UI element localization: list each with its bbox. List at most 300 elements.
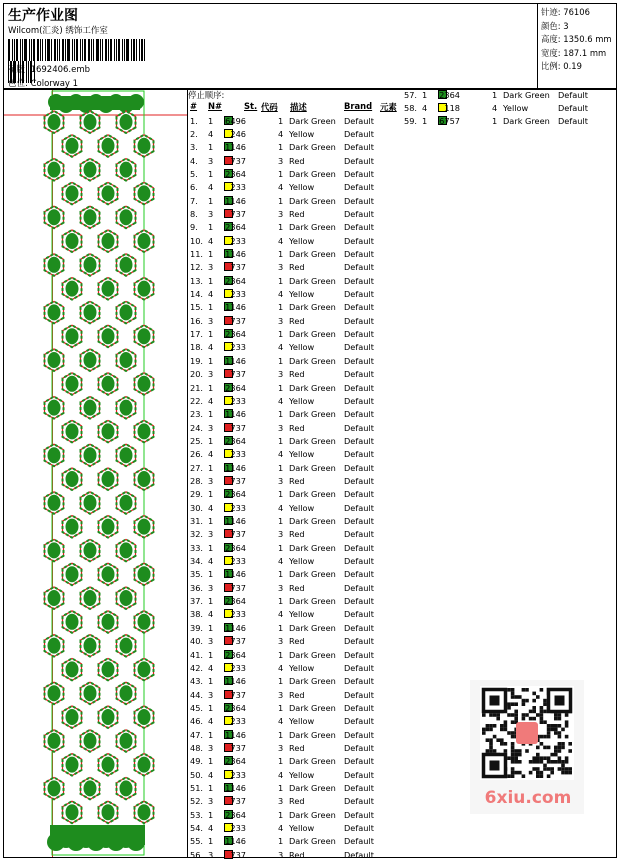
stop-stitch-number: 4 <box>278 182 284 193</box>
stop-index: 18. <box>190 342 204 353</box>
qr-module <box>554 713 558 717</box>
stop-code: 233 <box>230 395 246 406</box>
stop-row <box>188 288 398 301</box>
stop-code: 737 <box>230 475 246 486</box>
stop-code: 737 <box>230 636 246 647</box>
stop-code: 6757 <box>439 116 460 127</box>
stop-description: Dark Green <box>289 676 336 687</box>
qr-module <box>496 738 500 742</box>
qr-code-image <box>480 686 574 780</box>
stop-index: 30. <box>190 502 204 513</box>
qr-module <box>511 688 515 692</box>
stop-index: 42. <box>190 662 204 673</box>
barcode-bar <box>16 39 18 61</box>
leaf-motif <box>48 257 61 273</box>
stop-code: 233 <box>230 182 246 193</box>
leaf-motif <box>48 400 61 416</box>
qr-module <box>536 756 540 760</box>
stop-row <box>188 622 398 635</box>
stop-needle: 4 <box>208 823 214 834</box>
header-divider <box>537 4 538 88</box>
stop-row <box>188 515 398 528</box>
qr-module <box>558 717 562 721</box>
stop-description: Yellow <box>289 502 315 513</box>
qr-module <box>511 731 515 735</box>
stop-brand: Default <box>344 636 374 647</box>
stop-row <box>188 582 398 595</box>
qr-logo <box>516 722 538 744</box>
stop-code: 1146 <box>225 569 246 580</box>
leaf-motif <box>138 138 151 154</box>
qr-module <box>500 742 504 746</box>
stop-index: 34. <box>190 556 204 567</box>
stop-brand: Default <box>344 382 374 393</box>
stop-brand: Default <box>344 155 374 166</box>
stop-description: Dark Green <box>289 462 336 473</box>
stop-row <box>188 475 398 488</box>
qr-module <box>525 688 529 692</box>
qr-module <box>550 753 554 757</box>
leaf-motif <box>48 114 61 130</box>
stop-brand: Default <box>344 315 374 326</box>
stop-stitch-number: 1 <box>278 168 284 179</box>
stop-needle: 1 <box>208 302 214 313</box>
qr-module <box>482 728 486 732</box>
stop-code: 737 <box>230 422 246 433</box>
stop-index: 5. <box>190 168 198 179</box>
barcode-bar <box>57 39 58 61</box>
header-panel <box>3 3 617 89</box>
qr-module <box>514 771 518 775</box>
qr-module <box>565 771 569 775</box>
stop-index: 23. <box>190 409 204 420</box>
stop-brand: Default <box>344 369 374 380</box>
stop-needle: 1 <box>208 836 214 847</box>
leaf-motif <box>120 638 133 654</box>
stop-stitch-number: 1 <box>278 676 284 687</box>
page-title: 生产作业图 <box>8 8 78 24</box>
stop-description: Dark Green <box>289 168 336 179</box>
leaf-motif <box>66 614 79 630</box>
qr-module <box>554 717 558 721</box>
stop-code: 2364 <box>225 756 246 767</box>
stop-code: 233 <box>230 823 246 834</box>
qr-module <box>543 756 547 760</box>
stop-brand: Default <box>344 689 374 700</box>
barcode-bar <box>80 39 81 61</box>
stop-brand: Default <box>344 422 374 433</box>
qr-module <box>532 710 536 714</box>
stop-row <box>188 782 398 795</box>
leaf-motif <box>102 233 115 249</box>
stop-index: 59. <box>404 116 418 127</box>
stop-code: 233 <box>230 716 246 727</box>
col-needle-header: N# <box>208 101 223 111</box>
qr-module <box>540 774 544 778</box>
stop-needle: 4 <box>208 395 214 406</box>
qr-module <box>514 713 518 717</box>
stop-description: Dark Green <box>289 222 336 233</box>
stop-index: 10. <box>190 235 204 246</box>
stop-row <box>188 595 398 608</box>
stop-brand: Default <box>558 116 588 127</box>
stop-description: Dark Green <box>289 115 336 126</box>
stop-row <box>402 89 612 102</box>
stop-code: 1146 <box>225 676 246 687</box>
leaf-motif <box>138 804 151 820</box>
qr-module <box>511 702 515 706</box>
qr-module <box>511 746 515 750</box>
barcode-bar <box>91 39 92 61</box>
qr-module <box>522 699 526 703</box>
qr-module <box>532 756 536 760</box>
stop-stitch-number: 4 <box>278 769 284 780</box>
stop-index: 3. <box>190 142 198 153</box>
stop-code: 2364 <box>225 596 246 607</box>
leaf-motif <box>66 423 79 439</box>
stop-stitch-number: 1 <box>278 596 284 607</box>
leaf-motif <box>48 162 61 178</box>
stop-description: Red <box>289 849 305 860</box>
stop-row <box>188 809 398 822</box>
qr-module <box>540 713 544 717</box>
stop-needle: 4 <box>208 769 214 780</box>
qr-module <box>550 771 554 775</box>
stop-row <box>188 608 398 621</box>
barcode-bar <box>118 39 120 61</box>
stop-code: 2364 <box>225 222 246 233</box>
leaf-motif <box>48 542 61 558</box>
barcode-bar <box>126 39 129 61</box>
stop-description: Red <box>289 422 305 433</box>
qr-module <box>565 760 569 764</box>
stop-brand: Default <box>344 502 374 513</box>
qr-module <box>489 746 493 750</box>
stop-description: Dark Green <box>289 702 336 713</box>
qr-module <box>540 710 544 714</box>
qr-module <box>532 699 536 703</box>
stat-scale: 比例: 0.19 <box>541 61 582 71</box>
stop-needle: 3 <box>208 529 214 540</box>
stop-description: Dark Green <box>289 275 336 286</box>
qr-module <box>500 738 504 742</box>
stop-description: Yellow <box>289 342 315 353</box>
qr-module <box>500 728 504 732</box>
qr-module <box>511 767 515 771</box>
stop-needle: 1 <box>208 489 214 500</box>
qr-module <box>507 713 511 717</box>
qr-module <box>543 735 547 739</box>
stop-needle: 3 <box>208 849 214 860</box>
qr-module <box>489 749 493 753</box>
stop-index: 12. <box>190 262 204 273</box>
barcode-bar <box>144 39 145 61</box>
stop-needle: 4 <box>208 182 214 193</box>
stop-description: Dark Green <box>289 542 336 553</box>
stop-stitch-number: 1 <box>492 89 498 100</box>
stop-row <box>188 528 398 541</box>
barcode-bar <box>33 39 35 61</box>
stop-needle: 1 <box>208 329 214 340</box>
qr-module <box>547 724 551 728</box>
leaf-motif <box>102 804 115 820</box>
stop-code: 2364 <box>225 702 246 713</box>
leaf-motif <box>120 495 133 511</box>
stop-index: 6. <box>190 182 198 193</box>
qr-module <box>550 728 554 732</box>
qr-module <box>543 767 547 771</box>
qr-module <box>565 735 569 739</box>
stop-row <box>188 462 398 475</box>
stop-needle: 1 <box>208 435 214 446</box>
barcode-bar <box>96 39 99 61</box>
stop-row <box>188 542 398 555</box>
leaf-motif <box>84 209 97 225</box>
stop-needle: 1 <box>208 702 214 713</box>
stop-brand: Default <box>344 435 374 446</box>
stop-brand: Default <box>344 516 374 526</box>
qr-module <box>540 688 544 692</box>
stop-row <box>188 649 398 662</box>
stop-stitch-number: 3 <box>278 155 284 166</box>
barcode-bar <box>124 39 125 61</box>
col-brand-header: Brand <box>344 101 373 111</box>
stop-stitch-number: 1 <box>278 836 284 847</box>
stop-stitch-number: 4 <box>278 662 284 673</box>
qr-module <box>550 760 554 764</box>
stop-index: 57. <box>404 89 418 100</box>
leaf-motif <box>120 733 133 749</box>
stop-brand: Default <box>344 756 374 767</box>
stop-needle: 3 <box>208 582 214 593</box>
stop-description: Red <box>289 208 305 219</box>
stop-stitch-number: 3 <box>278 315 284 326</box>
stop-code: 737 <box>230 742 246 753</box>
stop-brand: Default <box>344 729 374 740</box>
leaf-motif <box>84 257 97 273</box>
stop-brand: Default <box>344 836 374 847</box>
stop-stitch-number: 1 <box>278 702 284 713</box>
stop-index: 53. <box>190 809 204 820</box>
qr-module <box>529 771 533 775</box>
stop-stitch-number: 1 <box>278 809 284 820</box>
qr-finder-center <box>555 696 565 706</box>
qr-module <box>514 749 518 753</box>
stop-row <box>188 235 398 248</box>
leaf-motif <box>48 590 61 606</box>
bottom-band <box>50 825 145 845</box>
stop-index: 17. <box>190 329 204 340</box>
qr-module <box>532 760 536 764</box>
stop-index: 27. <box>190 462 204 473</box>
stop-brand: Default <box>558 89 588 100</box>
stop-description: Dark Green <box>289 809 336 820</box>
stop-index: 40. <box>190 636 204 647</box>
qr-module <box>558 756 562 760</box>
stop-row <box>188 729 398 742</box>
qr-finder-center <box>490 761 500 771</box>
qr-module <box>507 756 511 760</box>
barcode-bar <box>114 39 115 61</box>
qr-module <box>532 692 536 696</box>
stop-code: 246 <box>230 128 246 139</box>
qr-module <box>493 749 497 753</box>
stop-description: Red <box>289 742 305 753</box>
stop-row <box>188 795 398 808</box>
leaf-motif <box>138 233 151 249</box>
leaf-motif <box>48 733 61 749</box>
stop-code: 233 <box>230 769 246 780</box>
stop-brand: Default <box>344 702 374 713</box>
stop-needle: 3 <box>208 422 214 433</box>
stop-code: 6496 <box>225 115 246 126</box>
qr-module <box>529 760 533 764</box>
leaf-motif <box>48 638 61 654</box>
barcode-bar <box>12 39 13 61</box>
stat-height: 高度: 1350.6 mm <box>541 34 612 44</box>
qr-module <box>540 720 544 724</box>
stop-brand: Default <box>344 395 374 406</box>
qr-module <box>511 749 515 753</box>
stop-index: 19. <box>190 355 204 366</box>
stop-needle: 3 <box>208 315 214 326</box>
stop-code: 737 <box>230 369 246 380</box>
leaf-motif <box>84 590 97 606</box>
stop-index: 55. <box>190 836 204 847</box>
qr-module <box>547 746 551 750</box>
leaf-motif <box>66 709 79 725</box>
leaf-motif <box>120 685 133 701</box>
stop-brand: Default <box>344 329 374 340</box>
qr-module <box>525 749 529 753</box>
stop-row <box>188 208 398 221</box>
stop-stitch-number: 1 <box>278 195 284 206</box>
qr-watermark <box>470 680 584 814</box>
qr-module <box>511 771 515 775</box>
stop-description: Dark Green <box>289 649 336 660</box>
leaf-motif <box>84 400 97 416</box>
qr-module <box>565 713 569 717</box>
qr-module <box>504 720 508 724</box>
stop-stitch-number: 1 <box>278 729 284 740</box>
stop-code: 2364 <box>225 489 246 500</box>
stop-index: 4. <box>190 155 198 166</box>
embroidery-preview <box>4 90 188 857</box>
stop-brand: Default <box>344 449 374 460</box>
qr-module <box>518 753 522 757</box>
stop-row <box>188 742 398 755</box>
leaf-motif <box>66 519 79 535</box>
barcode-bar <box>37 39 39 61</box>
stop-index: 58. <box>404 102 418 113</box>
qr-module <box>554 760 558 764</box>
stop-code: 2364 <box>225 649 246 660</box>
stop-sequence-label: 停止顺序: <box>188 90 225 100</box>
stop-needle: 1 <box>208 195 214 206</box>
stop-index: 54. <box>190 823 204 834</box>
qr-module <box>525 699 529 703</box>
qr-module <box>558 724 562 728</box>
stop-description: Yellow <box>289 823 315 834</box>
leaf-motif <box>102 423 115 439</box>
qr-module <box>561 746 565 750</box>
leaf-motif <box>138 566 151 582</box>
barcode-bar <box>74 39 75 61</box>
stop-code: 737 <box>230 315 246 326</box>
stop-code: 2364 <box>439 89 460 100</box>
qr-module <box>489 728 493 732</box>
stop-brand: Default <box>344 208 374 219</box>
stop-brand: Default <box>558 102 588 113</box>
qr-module <box>493 713 497 717</box>
barcode-bar <box>102 39 103 61</box>
qr-module <box>561 771 565 775</box>
stop-code: 1146 <box>225 729 246 740</box>
qr-module <box>558 735 562 739</box>
qr-module <box>532 767 536 771</box>
stop-index: 11. <box>190 249 204 259</box>
stop-brand: Default <box>344 168 374 179</box>
stop-index: 2. <box>190 128 198 139</box>
stop-description: Red <box>289 262 305 273</box>
qr-module <box>543 720 547 724</box>
stat-stitches: 针迹: 76106 <box>541 7 590 17</box>
qr-module <box>489 742 493 746</box>
stop-stitch-number: 3 <box>278 422 284 433</box>
qr-module <box>518 749 522 753</box>
stop-code: 737 <box>230 208 246 219</box>
qr-module <box>504 749 508 753</box>
qr-module <box>522 702 526 706</box>
qr-module <box>511 760 515 764</box>
stop-code: 1146 <box>225 622 246 633</box>
stop-stitch-number: 1 <box>278 249 284 259</box>
stop-brand: Default <box>344 222 374 233</box>
stop-code: 2364 <box>225 809 246 820</box>
qr-module <box>500 724 504 728</box>
stop-description: Yellow <box>289 662 315 673</box>
stop-brand: Default <box>344 823 374 834</box>
stop-description: Yellow <box>289 235 315 246</box>
qr-module <box>522 713 526 717</box>
qr-module <box>511 713 515 717</box>
stop-needle: 1 <box>208 275 214 286</box>
qr-module <box>529 710 533 714</box>
stop-row <box>188 448 398 461</box>
stop-row <box>188 689 398 702</box>
stop-description: Dark Green <box>289 142 336 153</box>
stop-code: 1146 <box>225 355 246 366</box>
qr-module <box>558 767 562 771</box>
leaf-motif <box>48 495 61 511</box>
stop-description: Dark Green <box>289 249 336 259</box>
stop-stitch-number: 3 <box>278 849 284 860</box>
stop-index: 51. <box>190 783 204 793</box>
stop-code: 2364 <box>225 435 246 446</box>
qr-module <box>543 746 547 750</box>
leaf-motif <box>120 352 133 368</box>
leaf-motif <box>102 757 115 773</box>
qr-module <box>507 702 511 706</box>
qr-module <box>532 706 536 710</box>
qr-module <box>529 717 533 721</box>
leaf-motif <box>48 352 61 368</box>
stop-description: Dark Green <box>289 435 336 446</box>
qr-module <box>511 742 515 746</box>
stop-row <box>188 408 398 421</box>
qr-module <box>514 717 518 721</box>
stop-needle: 4 <box>208 128 214 139</box>
